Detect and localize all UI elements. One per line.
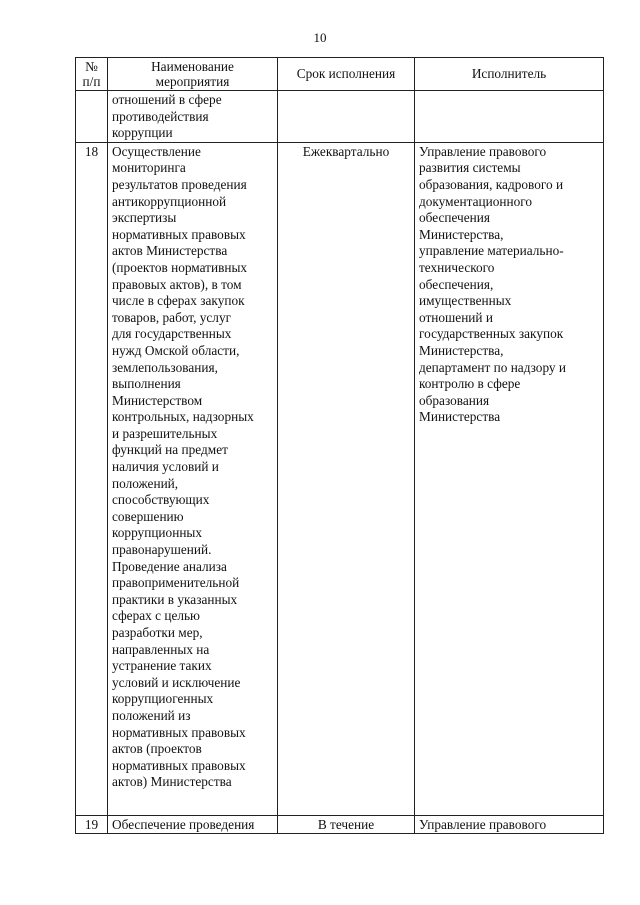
header-deadline: Срок исполнения: [278, 58, 415, 91]
row-executor: Управление правового: [415, 815, 604, 834]
row-measure-name: отношений в сфере противодействия коррупции: [108, 91, 278, 143]
header-executor: Исполнитель: [415, 58, 604, 91]
table-row: [76, 91, 604, 143]
measures-table: [75, 57, 604, 834]
table-header-row: [76, 58, 604, 91]
row-executor: [415, 91, 604, 143]
header-number: № п/п: [76, 58, 108, 91]
table-row: [76, 142, 604, 815]
row-measure-name: Осуществление мониторинга результатов проведения антикоррупционной экспертизы нормативных правовых актов Министерства (проектов нормативных правовых актов), в том числе в сферах закупок товаров, работ, услуг для государственных нужд Омской области, землепользования, выполнения Министерством контрольных, надзорных и разрешительных функций на предмет наличия условий и положений, способствующих совершению коррупционных правонарушений. Проведение анализа правоприменительной практики в указанных сферах с целью разработки мер, направленных на устранение таких условий и исключение коррупциогенных положений из нормативных правовых актов (проектов нормативных правовых актов) Министерства: [108, 142, 278, 815]
row-deadline: [278, 91, 415, 143]
row-number: 18: [76, 142, 108, 815]
header-measure-name: Наименование мероприятия: [108, 58, 278, 91]
row-deadline: В течение: [278, 815, 415, 834]
table-row: [76, 815, 604, 834]
row-number: [76, 91, 108, 143]
row-measure-name: Обеспечение проведения: [108, 815, 278, 834]
page-number: 10: [313, 30, 327, 45]
row-deadline: Ежеквартально: [278, 142, 415, 815]
row-number: 19: [76, 815, 108, 834]
row-executor: Управление правового развития системы образования, кадрового и документационного обеспечения Министерства, управление материально- технического обеспечения, имущественных отношений и государственных закупок Министерства, департамент по надзору и контролю в сфере образования Министерства: [415, 142, 604, 815]
